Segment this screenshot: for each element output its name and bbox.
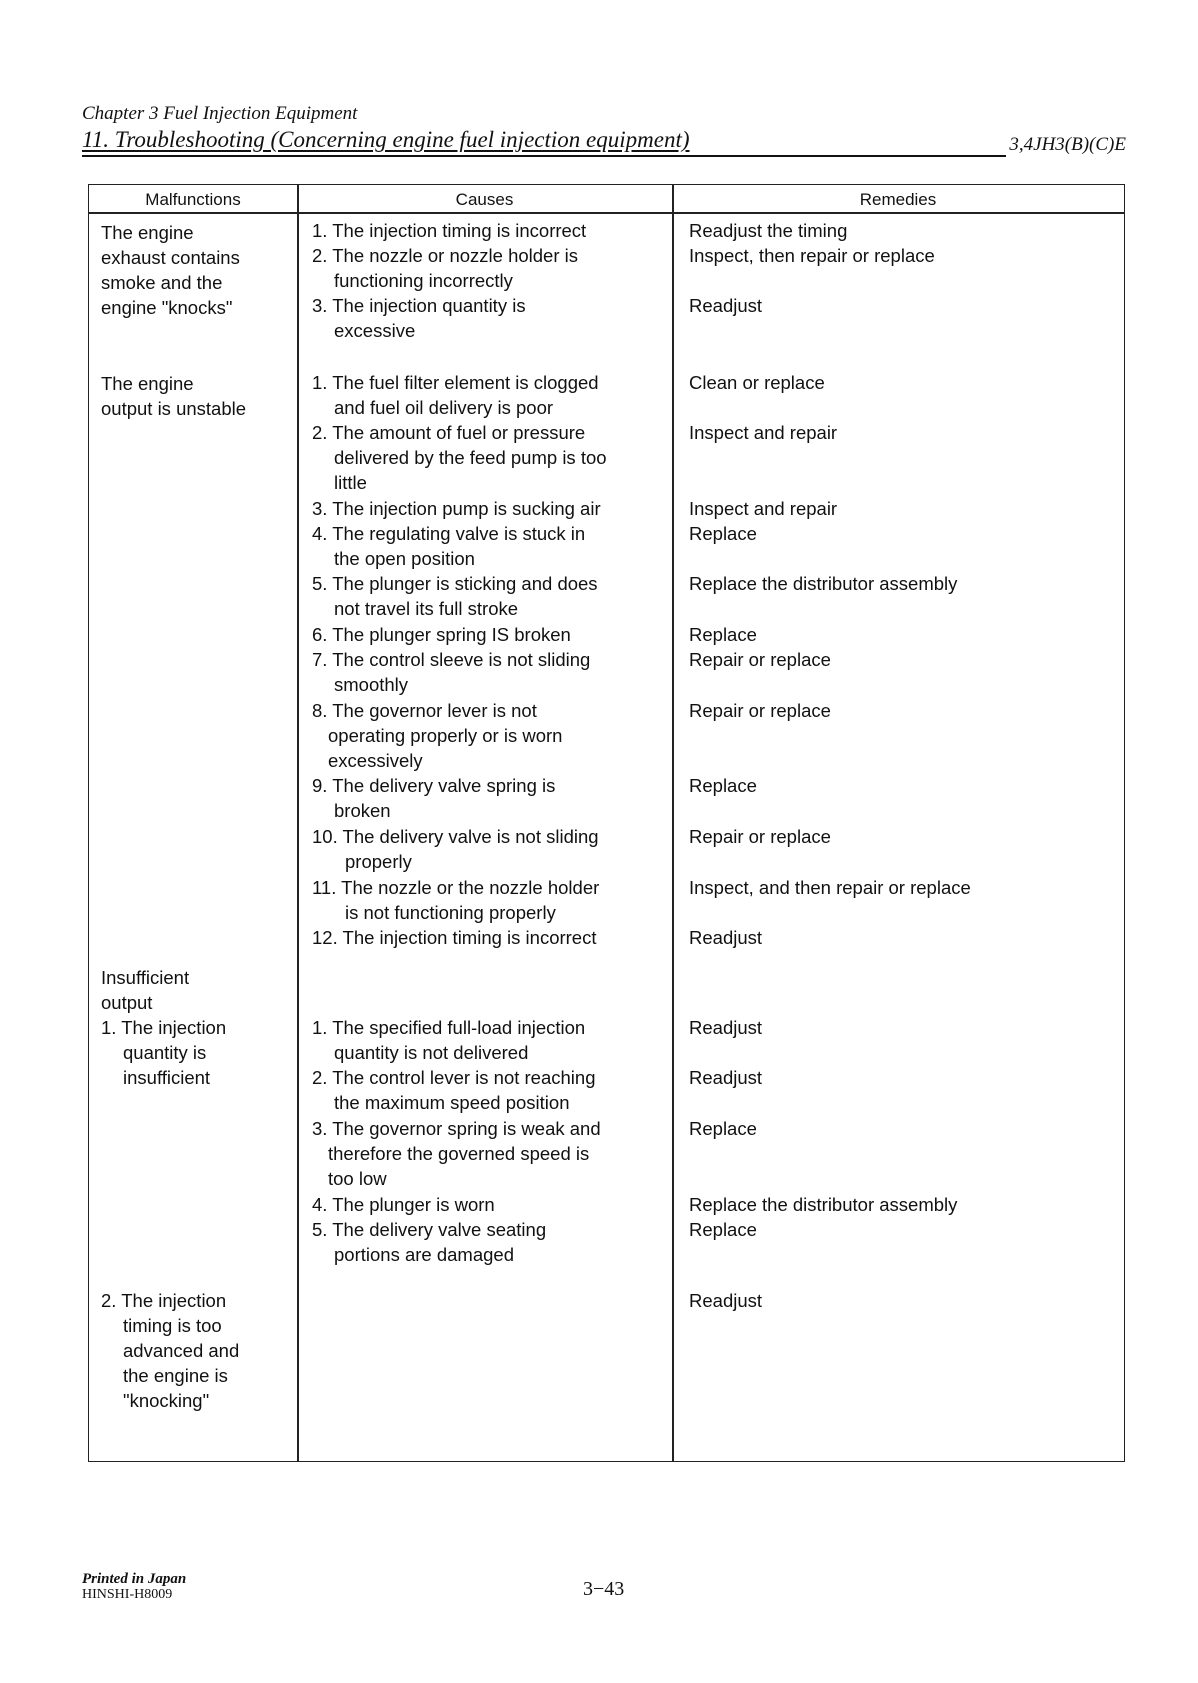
malfunction-line: exhaust contains xyxy=(101,247,240,268)
cause-line: and fuel oil delivery is poor xyxy=(334,397,554,418)
remedy-line: Inspect, and then repair or replace xyxy=(689,877,971,898)
cause-line: portions are damaged xyxy=(334,1244,514,1265)
remedy-line: Clean or replace xyxy=(689,372,825,393)
chapter-title: Chapter 3 Fuel Injection Equipment xyxy=(82,103,358,124)
malfunction-line: timing is too xyxy=(123,1315,222,1336)
troubleshooting-table xyxy=(88,184,1125,1462)
model-code: 3,4JH3(B)(C)E xyxy=(1009,134,1126,155)
remedy-line: Replace xyxy=(689,523,757,544)
cause-line: 2. The control lever is not reaching xyxy=(312,1067,596,1088)
cause-line: 6. The plunger spring IS broken xyxy=(312,624,571,645)
cause-line: 2. The nozzle or nozzle holder is xyxy=(312,245,579,266)
remedy-line: Readjust the timing xyxy=(689,220,848,241)
cause-line: 7. The control sleeve is not sliding xyxy=(312,649,591,670)
cause-line: not travel its full stroke xyxy=(334,598,519,619)
cause-line: properly xyxy=(345,851,412,872)
malfunction-line: insufficient xyxy=(123,1067,211,1088)
cause-line: 11. The nozzle or the nozzle holder xyxy=(312,877,600,898)
page-number: 3−43 xyxy=(583,1578,625,1600)
cause-line: 2. The amount of fuel or pressure xyxy=(312,422,586,443)
malfunction-line: advanced and xyxy=(123,1340,240,1361)
remedy-line: Readjust xyxy=(689,927,763,948)
cause-line: functioning incorrectly xyxy=(334,270,513,291)
cause-line: the open position xyxy=(334,548,475,569)
remedy-line: Replace xyxy=(689,624,757,645)
cause-line: 5. The delivery valve seating xyxy=(312,1219,547,1240)
header-causes: Causes xyxy=(455,190,514,209)
header-malfunctions: Malfunctions xyxy=(145,190,241,209)
cause-line: 10. The delivery valve is not sliding xyxy=(312,826,599,847)
malfunction-line: 2. The injection xyxy=(101,1290,227,1311)
remedy-line: Replace the distributor assembly xyxy=(689,573,958,594)
malfunction-line: 1. The injection xyxy=(101,1017,227,1038)
remedy-line: Inspect and repair xyxy=(689,422,838,443)
column-divider xyxy=(297,185,299,1461)
remedy-line: Replace xyxy=(689,775,757,796)
remedy-line: Readjust xyxy=(689,1017,763,1038)
cause-line: 9. The delivery valve spring is xyxy=(312,775,556,796)
cause-line: 3. The injection pump is sucking air xyxy=(312,498,601,519)
remedy-line: Replace the distributor assembly xyxy=(689,1194,958,1215)
remedy-line: Replace xyxy=(689,1118,757,1139)
remedy-line: Inspect, then repair or replace xyxy=(689,245,935,266)
cause-line: excessive xyxy=(334,320,416,341)
remedy-line: Readjust xyxy=(689,295,763,316)
cause-line: operating properly or is worn xyxy=(328,725,563,746)
column-divider xyxy=(672,185,674,1461)
remedy-line: Repair or replace xyxy=(689,826,831,847)
remedy-line: Replace xyxy=(689,1219,757,1240)
section-title: 11. Troubleshooting (Concerning engine fuel injection equipment) xyxy=(82,127,690,152)
malfunction-line: "knocking" xyxy=(123,1390,210,1411)
header-remedies: Remedies xyxy=(859,190,937,209)
document-code: HINSHI-H8009 xyxy=(82,1587,173,1602)
cause-line: quantity is not delivered xyxy=(334,1042,529,1063)
malfunction-line: smoke and the xyxy=(101,272,223,293)
malfunction-line: the engine is xyxy=(123,1365,228,1386)
malfunction-line: The engine xyxy=(101,373,194,394)
cause-line: 5. The plunger is sticking and does xyxy=(312,573,598,594)
cause-line: 3. The governor spring is weak and xyxy=(312,1118,601,1139)
cause-line: therefore the governed speed is xyxy=(328,1143,590,1164)
remedy-line: Readjust xyxy=(689,1067,763,1088)
cause-line: is not functioning properly xyxy=(345,902,556,923)
cause-line: too low xyxy=(328,1168,387,1189)
cause-line: excessively xyxy=(328,750,423,771)
cause-line: 12. The injection timing is incorrect xyxy=(312,927,597,948)
malfunction-line: engine "knocks" xyxy=(101,297,233,318)
malfunction-line: The engine xyxy=(101,222,194,243)
malfunction-line: quantity is xyxy=(123,1042,207,1063)
cause-line: the maximum speed position xyxy=(334,1092,570,1113)
cause-line: smoothly xyxy=(334,674,409,695)
malfunction-line: output xyxy=(101,992,153,1013)
malfunction-line: output is unstable xyxy=(101,398,247,419)
remedy-line: Repair or replace xyxy=(689,700,831,721)
cause-line: 1. The injection timing is incorrect xyxy=(312,220,587,241)
cause-line: little xyxy=(334,472,367,493)
cause-line: delivered by the feed pump is too xyxy=(334,447,607,468)
cause-line: 1. The fuel filter element is clogged xyxy=(312,372,599,393)
cause-line: 1. The specified full-load injection xyxy=(312,1017,586,1038)
malfunction-line: Insufficient xyxy=(101,967,190,988)
remedy-line: Repair or replace xyxy=(689,649,831,670)
remedy-line: Inspect and repair xyxy=(689,498,838,519)
cause-line: 4. The plunger is worn xyxy=(312,1194,495,1215)
header-divider xyxy=(89,212,1124,214)
printed-in: Printed in Japan xyxy=(82,1571,187,1587)
cause-line: 3. The injection quantity is xyxy=(312,295,526,316)
header-rule xyxy=(82,155,1006,157)
cause-line: 4. The regulating valve is stuck in xyxy=(312,523,586,544)
cause-line: broken xyxy=(334,800,391,821)
remedy-line: Readjust xyxy=(689,1290,763,1311)
cause-line: 8. The governor lever is not xyxy=(312,700,537,721)
